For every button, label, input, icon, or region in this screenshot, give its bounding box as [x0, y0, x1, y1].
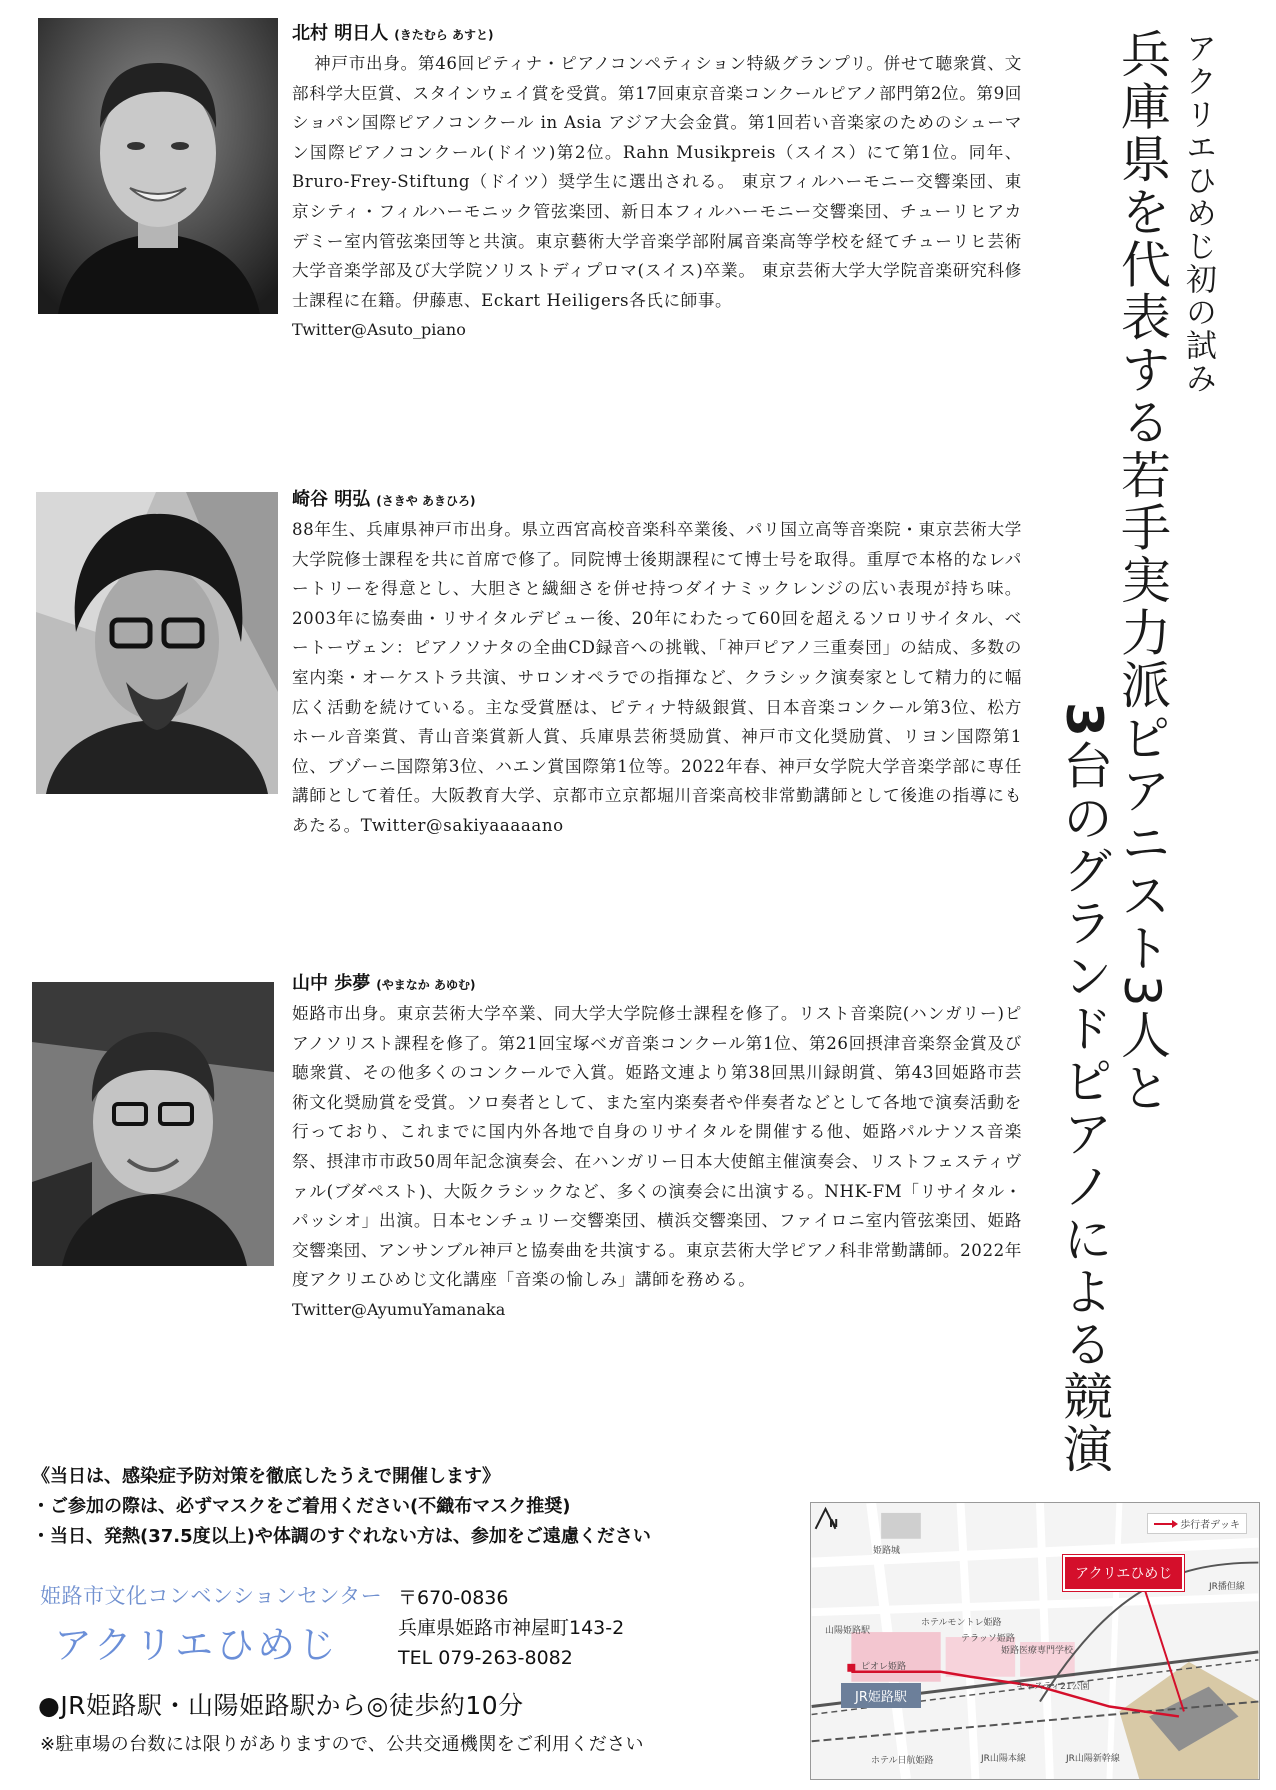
- map-label-school: 姫路医療専門学校: [1001, 1646, 1074, 1656]
- map-label-piole: ピオレ姫路: [861, 1662, 907, 1672]
- pianist-photo-kitamura: [38, 18, 278, 314]
- map-label-bantan: JR播但線: [1209, 1582, 1245, 1592]
- map-label-terrace: テラッソ姫路: [961, 1634, 1015, 1644]
- venue-logo: [40, 1580, 382, 1669]
- bio-yamanaka: [292, 972, 1022, 1325]
- pianist-kana: (きたむら あすと): [394, 28, 494, 42]
- map-label-shinkansen: JR山陽新幹線: [1066, 1754, 1120, 1764]
- map-label-castle: 姫路城: [873, 1546, 901, 1556]
- headline-kicker: アクリエひめじ初の試み: [1180, 32, 1216, 395]
- pianist-name: 崎谷 明弘 (さきや あきひろ): [292, 489, 476, 510]
- access-info: ●JR姫路駅・山陽姫路駅から◎徒歩約10分: [38, 1691, 524, 1720]
- north-indicator: N: [829, 1517, 839, 1530]
- portrait-image: [38, 18, 278, 314]
- venue-name: アクリエひめじ: [54, 1623, 340, 1667]
- pianist-twitter[interactable]: Twitter@AyumuYamanaka: [292, 1299, 506, 1319]
- access-map: [810, 1502, 1260, 1780]
- notice-line: ・ご参加の際は、必ずマスクをご着用ください(不織布マスク推奨): [32, 1496, 571, 1517]
- postal-code: 〒670-0836: [398, 1587, 509, 1609]
- street-address: 兵庫県姫路市神屋町143-2: [398, 1617, 625, 1639]
- map-station-label: JR姫路駅: [841, 1683, 921, 1708]
- portrait-image: [36, 492, 278, 794]
- headline-line2: 3台のグランドピアノによる競演: [1055, 702, 1113, 1476]
- bio-kitamura: [292, 22, 1022, 345]
- infection-notice: [32, 1462, 651, 1552]
- map-label-hotel: ホテルモントレ姫路: [921, 1618, 1002, 1628]
- map-legend: 歩行者デッキ: [1147, 1513, 1247, 1534]
- map-label-nikko: ホテル日航姫路: [871, 1756, 934, 1766]
- pianist-bio: 88年生、兵庫県神戸市出身。県立西宮高校音楽科卒業後、パリ国立高等音楽院・東京芸術大学大学院修士課程を共に首席で修了。同院博士後期課程にて博士号を取得。重厚で本格的なレパートリーを得意とし、大胆さと繊細さを併せ持つダイナミックレンジの広い表現が持ち味。2003年に協奏曲・リサイタルデビュー後、20年にわたって60回を超えるソロリサイタル、ベートーヴェン：ピアノソナタの全曲CD録音への挑戦、「神戸ピアノ三重奏団」の結成、多数の室内楽・オーケストラ共演、サロンオペラでの指揮など、クラシック演奏家として精力的に幅広く活動を続けている。主な受賞歴は、ピティナ特級銀賞、日本音楽コンクール第3位、松方ホール音楽賞、青山音楽賞新人賞、兵庫県芸術奨励賞、神戸市文化奨励賞、リヨン国際第1位、ブゾーニ国際第3位、ハエン賞国際第1位等。2022年春、神戸女学院大学音楽学部に専任講師として着任。大阪教育大学、京都市立京都堀川音楽高校非常勤講師として後進の指導にもあたる。Twitter@sakiyaaaaano: [292, 520, 1022, 835]
- pianist-photo-yamanaka: [32, 982, 274, 1266]
- venue-address: [398, 1583, 624, 1673]
- parking-note: ※駐車場の台数には限りがありますので、公共交通機関をご利用ください: [40, 1734, 644, 1755]
- map-label-sanyo: 山陽姫路駅: [825, 1626, 871, 1636]
- bio-sakiya: [292, 488, 1022, 841]
- portrait-image: [32, 982, 274, 1266]
- pianist-photo-sakiya: [36, 492, 278, 794]
- notice-line: ・当日、発熱(37.5度以上)や体調のすぐれない方は、参加をご遠慮ください: [32, 1526, 651, 1547]
- notice-title: 《当日は、感染症予防対策を徹底したうえで開催します》: [32, 1466, 500, 1487]
- pianist-name: 北村 明日人 (きたむら あすと): [292, 23, 494, 44]
- pianist-name: 山中 歩夢 (やまなか あゆむ): [292, 973, 476, 994]
- headline-number: 3: [1055, 702, 1113, 740]
- venue-subtitle: 姫路市文化コンベンションセンター: [40, 1584, 383, 1608]
- headline-line1: 兵庫県を代表する若手実力派ピアニスト3人と: [1113, 28, 1171, 1115]
- map-label-sanyo-line: JR山陽本線: [981, 1754, 1026, 1764]
- pianist-twitter[interactable]: Twitter@Asuto_piano: [292, 320, 466, 340]
- pianist-kana: (さきや あきひろ): [376, 494, 476, 508]
- pianist-kana: (やまなか あゆむ): [376, 978, 476, 992]
- pianist-bio: 姫路市出身。東京芸術大学卒業、同大学大学院修士課程を修了。リスト音楽院(ハンガリー)ピアノソリスト課程を修了。第21回宝塚ベガ音楽コンクール第1位、第26回摂津音楽祭金賞及び聴衆賞、その他多くのコンクールで入賞。姫路文連より第38回黒川録朗賞、第43回姫路市芸術文化奨励賞を受賞。ソロ奏者として、また室内楽奏者や伴奏者などとして各地で演奏活動を行っており、これまでに国内外各地で自身のリサイタルを開催する他、姫路パルナソス音楽祭、摂津市市政50周年記念演奏会、在ハンガリー日本大使館主催演奏会、リストフェスティヴァル(ブダペスト)、大阪クラシックなど、多くの演奏会に出演する。NHK-FM「リサイタル・パッシオ」出演。日本センチュリー交響楽団、横浜交響楽団、ファイロニ室内管弦楽団、姫路交響楽団、アンサンブル神戸と協奏曲を共演する。東京芸術大学ピアノ科非常勤講師。2022年度アクリエひめじ文化講座「音楽の愉しみ」講師を務める。: [292, 1004, 1022, 1290]
- arrow-icon: [1154, 1523, 1176, 1525]
- map-label-park: キャスティ21公園: [1016, 1682, 1090, 1692]
- phone-number: TEL 079-263-8082: [398, 1647, 573, 1669]
- map-venue-callout: アクリエひめじ: [1063, 1555, 1184, 1591]
- pianist-bio: 神戸市出身。第46回ピティナ・ピアノコンペティション特級グランプリ。併せて聴衆賞、文部科学大臣賞、スタインウェイ賞を受賞。第17回東京音楽コンクールピアノ部門第2位。第9回ショパン国際ピアノコンクール in Asia アジア大会金賞。第1回若い音楽家のためのシューマン国際ピアノコンクール(ドイツ)第2位。Rahn Musikpreis（スイス）にて第1位。同年、Bruro-Frey-Stiftung（ドイツ）奨学生に選出される。 東京フィルハーモニー交響楽団、東京シティ・フィルハーモニック管弦楽団、新日本フィルハーモニー交響楽団、チューリヒアカデミー室内管弦楽団等と共演。東京藝術大学音楽学部附属音楽高等学校を経てチューリヒ芸術大学音楽学部及び大学院ソリストディプロマ(スイス)卒業。 東京芸術大学大学院音楽研究科修士課程に在籍。伊藤恵、Eckart Heiligers各氏に師事。: [292, 54, 1022, 310]
